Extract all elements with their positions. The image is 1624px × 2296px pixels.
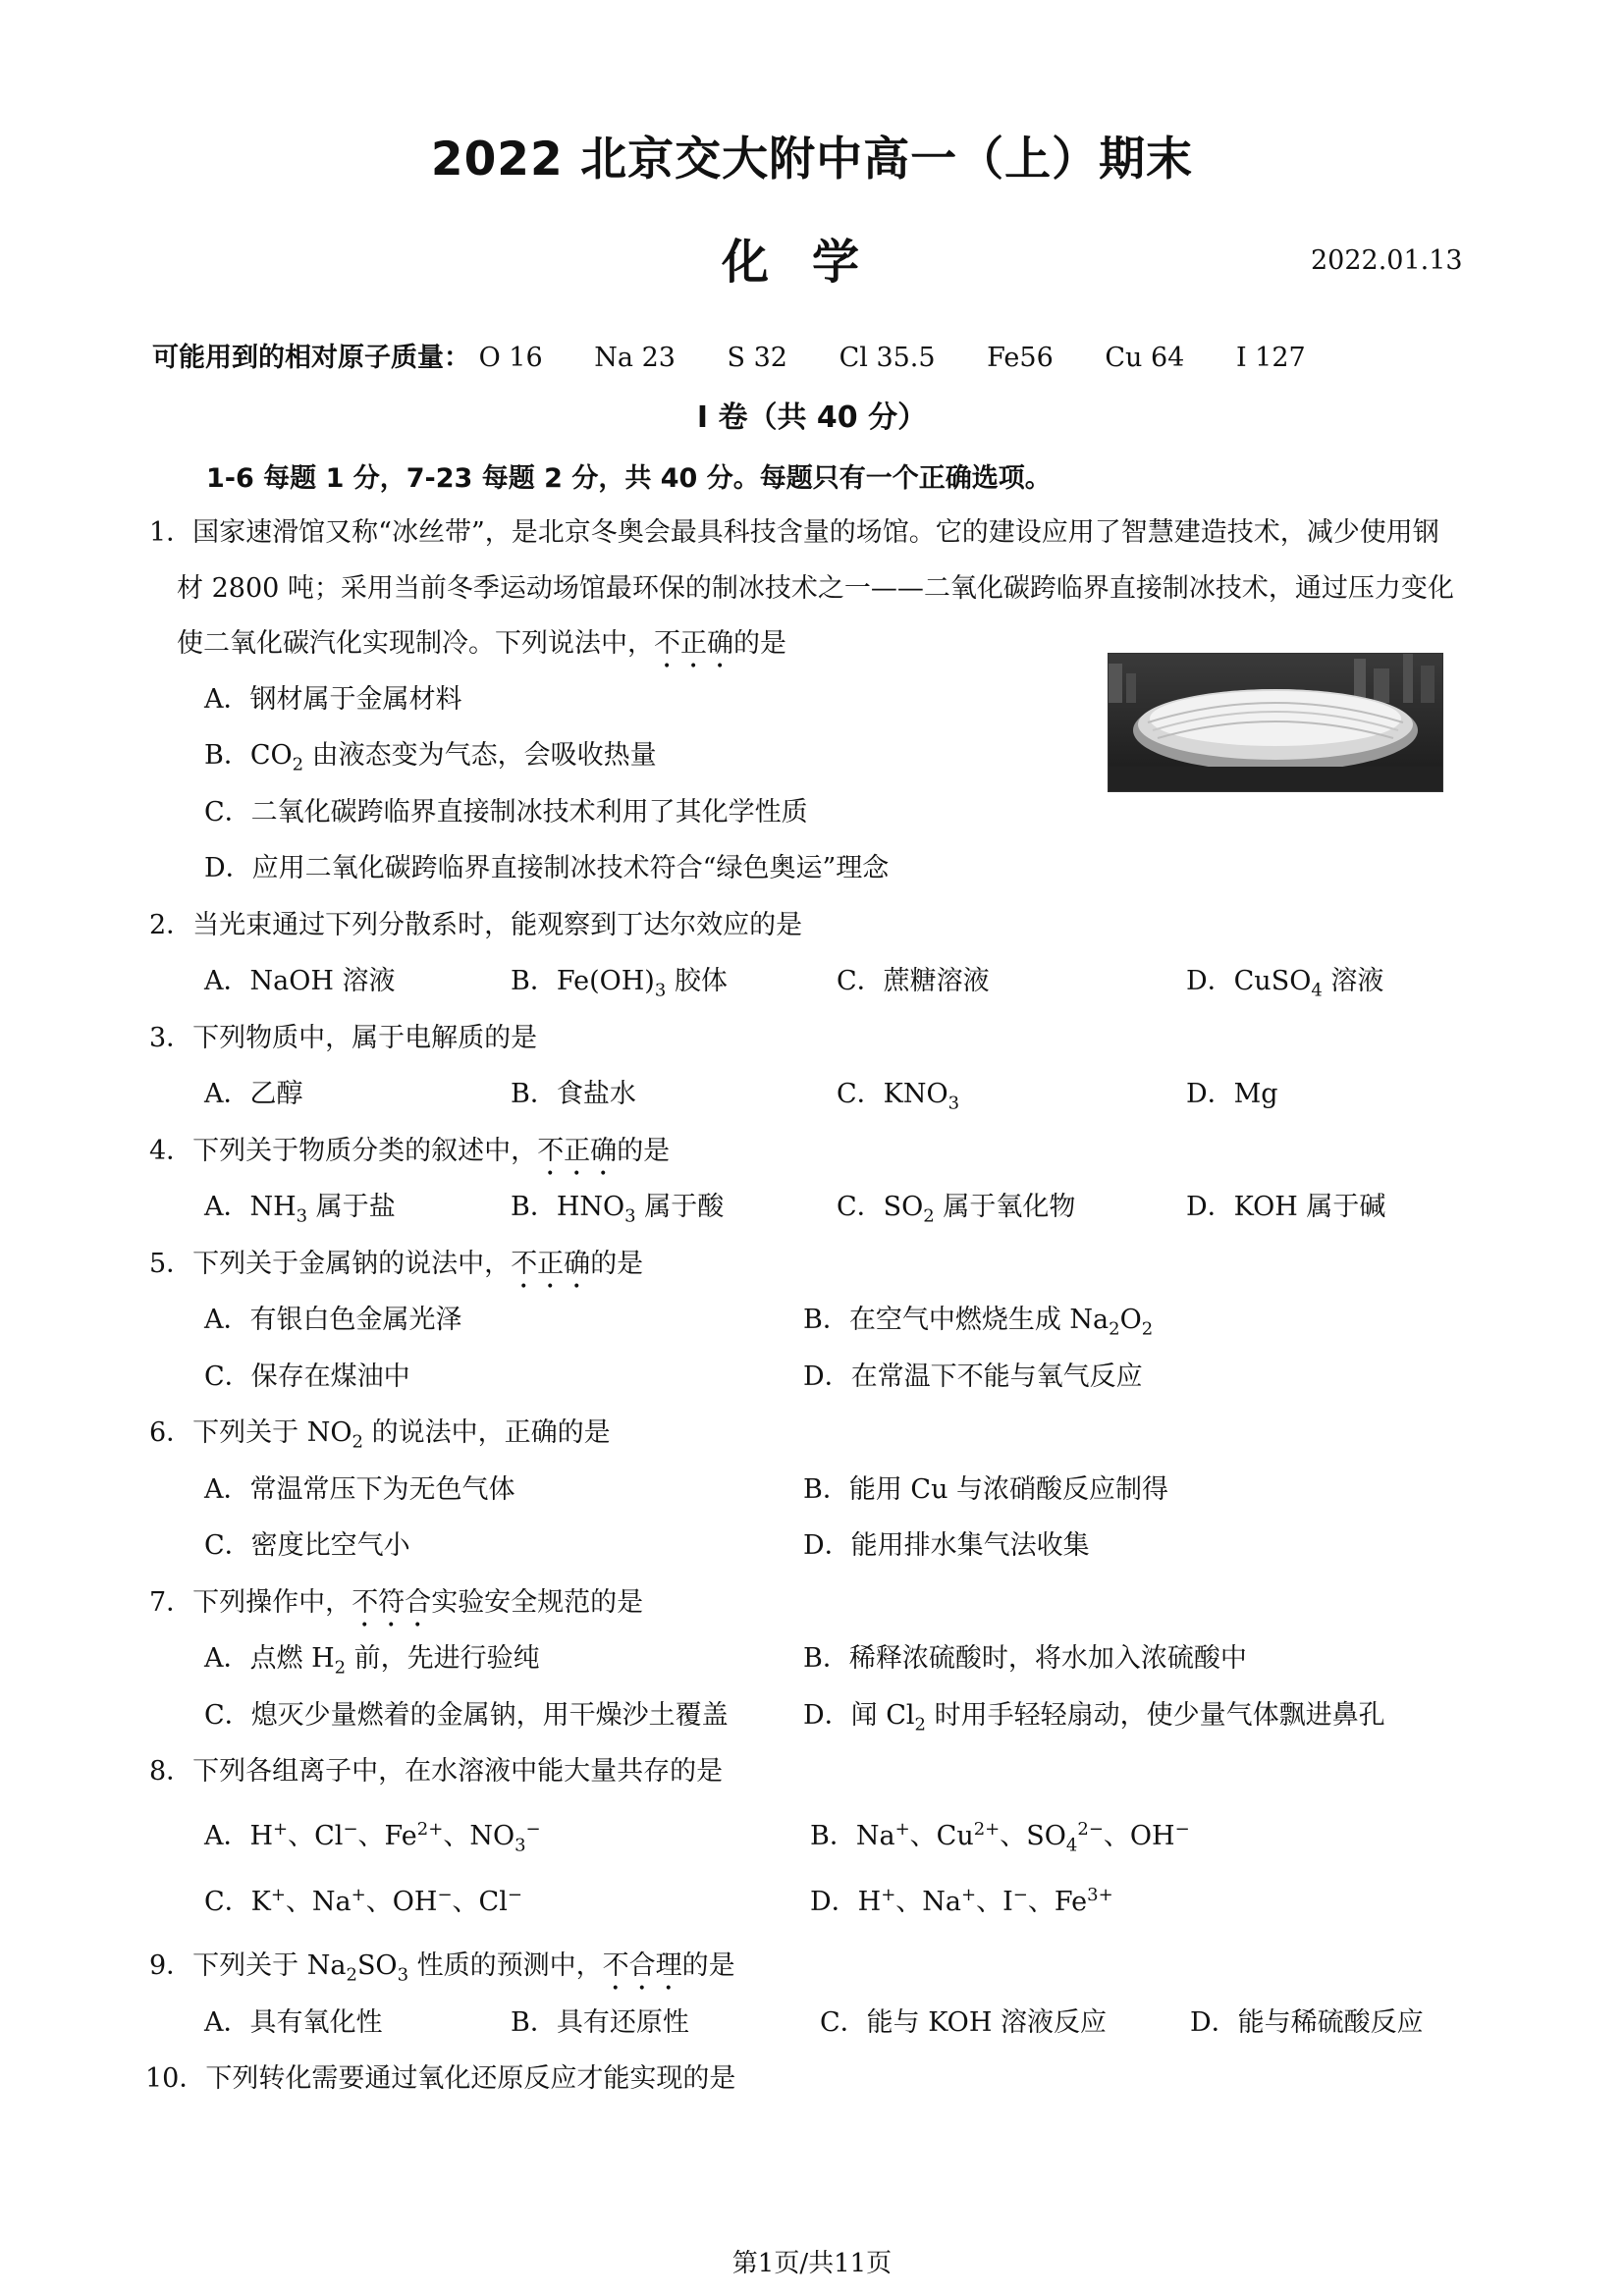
atomic-masses-label: 可能用到的相对原子质量：: [152, 343, 470, 373]
q4-option-d: D．KOH 属于碱: [1186, 1192, 1386, 1222]
emphasis-text: 不正确: [511, 1249, 591, 1279]
section-title: I 卷（共 40 分）: [696, 400, 928, 435]
q10-stem: 10．下列转化需要通过氧化还原反应才能实现的是: [145, 2063, 736, 2094]
stadium-photo: [1108, 653, 1443, 792]
atomic-mass-item: Fe56: [987, 343, 1054, 373]
q3-stem: 3．下列物质中，属于电解质的是: [149, 1023, 538, 1053]
q3-option-c: C．$KNO_3$: [837, 1079, 960, 1114]
q8-option-b: B．Na+、$Cu^{2+}$、$SO_4^{2-}$、OH−: [810, 1819, 1190, 1856]
q5-stem: 5．下列关于金属钠的说法中，不正确的是: [149, 1249, 644, 1279]
q1-option-d: D．应用二氧化碳跨临界直接制冰技术符合“绿色奥运”理念: [204, 853, 890, 883]
atomic-mass-item: Cl 35.5: [839, 343, 936, 373]
q6-option-a: A．常温常压下为无色气体: [204, 1474, 515, 1505]
q1-option-c: C．二氧化碳跨临界直接制冰技术利用了其化学性质: [204, 797, 808, 828]
q6-stem: 6．下列关于 $NO_2$ 的说法中，正确的是: [149, 1417, 611, 1453]
section-instructions: 1-6 每题 1 分，7-23 每题 2 分，共 40 分。每题只有一个正确选项。: [206, 463, 1052, 494]
exam-date: 2022.01.13: [1311, 245, 1463, 276]
q9-stem: 9．下列关于 $Na_2SO_3$ 性质的预测中，不合理的是: [149, 1950, 735, 1986]
q4-option-b: B．$HNO_3$ 属于酸: [511, 1192, 725, 1227]
atomic-mass-item: O 16: [478, 343, 543, 373]
q1-option-b: B．$CO_2$ 由液态变为气态，会吸收热量: [204, 740, 657, 775]
q2-option-a: A．NaOH 溶液: [204, 966, 396, 996]
q2-stem: 2．当光束通过下列分散系时，能观察到丁达尔效应的是: [149, 910, 803, 940]
q5-option-c: C．保存在煤油中: [204, 1362, 410, 1392]
q1-stem-line1: 1．国家速滑馆又称“冰丝带”，是北京冬奥会最具科技含量的场馆。它的建设应用了智慧建造技术，减少使用钢: [149, 517, 1439, 548]
q8-option-d: D．H+、Na+、I−、$Fe^{3+}$: [810, 1885, 1113, 1917]
q7-option-d: D．闻 $Cl_2$ 时用手轻轻扇动，使少量气体飘进鼻孔: [803, 1700, 1385, 1735]
q3-option-a: A．乙醇: [204, 1079, 303, 1109]
q7-option-b: B．稀释浓硫酸时，将水加入浓硫酸中: [803, 1643, 1247, 1674]
q9-option-d: D．能与稀硫酸反应: [1190, 2007, 1424, 2038]
q9-option-c: C．能与 KOH 溶液反应: [820, 2007, 1107, 2038]
page-title: 2022 北京交大附中高一（上）期末: [430, 133, 1194, 187]
q7-option-c: C．熄灭少量燃着的金属钠，用干燥沙土覆盖: [204, 1700, 729, 1731]
q3-option-b: B．食盐水: [511, 1079, 636, 1109]
q2-option-c: C．蔗糖溶液: [837, 966, 990, 996]
q4-option-c: C．$SO_2$ 属于氧化物: [837, 1192, 1076, 1227]
page-footer: 第1页/共11页: [731, 2249, 893, 2278]
q1-stem-line2: 材 2800 吨；采用当前冬季运动场馆最环保的制冰技术之一——二氧化碳跨临界直接制冰技术，通过压力变化: [177, 573, 1454, 604]
q7-option-a: A．点燃 $H_2$ 前，先进行验纯: [204, 1643, 540, 1679]
q5-option-a: A．有银白色金属光泽: [204, 1305, 462, 1335]
q8-option-c: C．K+、Na+、OH−、Cl−: [204, 1885, 522, 1917]
q6-option-b: B．能用 Cu 与浓硝酸反应制得: [803, 1474, 1169, 1505]
atomic-mass-item: I 127: [1235, 343, 1306, 373]
atomic-mass-item: Cu 64: [1105, 343, 1185, 373]
q1-stem-line3: 使二氧化碳汽化实现制冷。下列说法中，不正确的是: [177, 628, 786, 659]
q6-option-c: C．密度比空气小: [204, 1530, 410, 1561]
emphasis-text: 不符合: [352, 1587, 432, 1618]
q8-stem: 8．下列各组离子中，在水溶液中能大量共存的是: [149, 1756, 724, 1787]
atomic-masses: [152, 336, 1349, 374]
q2-option-d: D．CuSO$_4$ 溶液: [1186, 966, 1384, 1001]
q3-option-d: D．Mg: [1186, 1079, 1278, 1109]
emphasis-text: 不合理: [602, 1950, 682, 1981]
q8-option-a: A．H+、Cl−、$Fe^{2+}$、$NO_3^-$: [204, 1819, 541, 1856]
atomic-mass-item: Na 23: [594, 343, 676, 373]
atomic-mass-item: S 32: [727, 343, 787, 373]
q9-option-b: B．具有还原性: [511, 2007, 689, 2038]
q6-option-d: D．能用排水集气法收集: [803, 1530, 1090, 1561]
q5-option-d: D．在常温下不能与氧气反应: [803, 1362, 1143, 1392]
q7-stem: 7．下列操作中，不符合实验安全规范的是: [149, 1587, 644, 1618]
emphasis-text: 不正确: [537, 1136, 618, 1166]
q1-option-a: A．钢材属于金属材料: [204, 684, 462, 715]
q4-stem: 4．下列关于物质分类的叙述中，不正确的是: [149, 1136, 671, 1166]
q4-option-a: A．$NH_3$ 属于盐: [204, 1192, 396, 1227]
q5-option-b: B．在空气中燃烧生成 $Na_2O_2$: [803, 1305, 1154, 1340]
subject-title: 化学: [721, 235, 902, 290]
q2-option-b: B．$Fe(OH)_3$ 胶体: [511, 966, 728, 1001]
q9-option-a: A．具有氧化性: [204, 2007, 383, 2038]
emphasis-text: 不正确: [654, 628, 733, 659]
